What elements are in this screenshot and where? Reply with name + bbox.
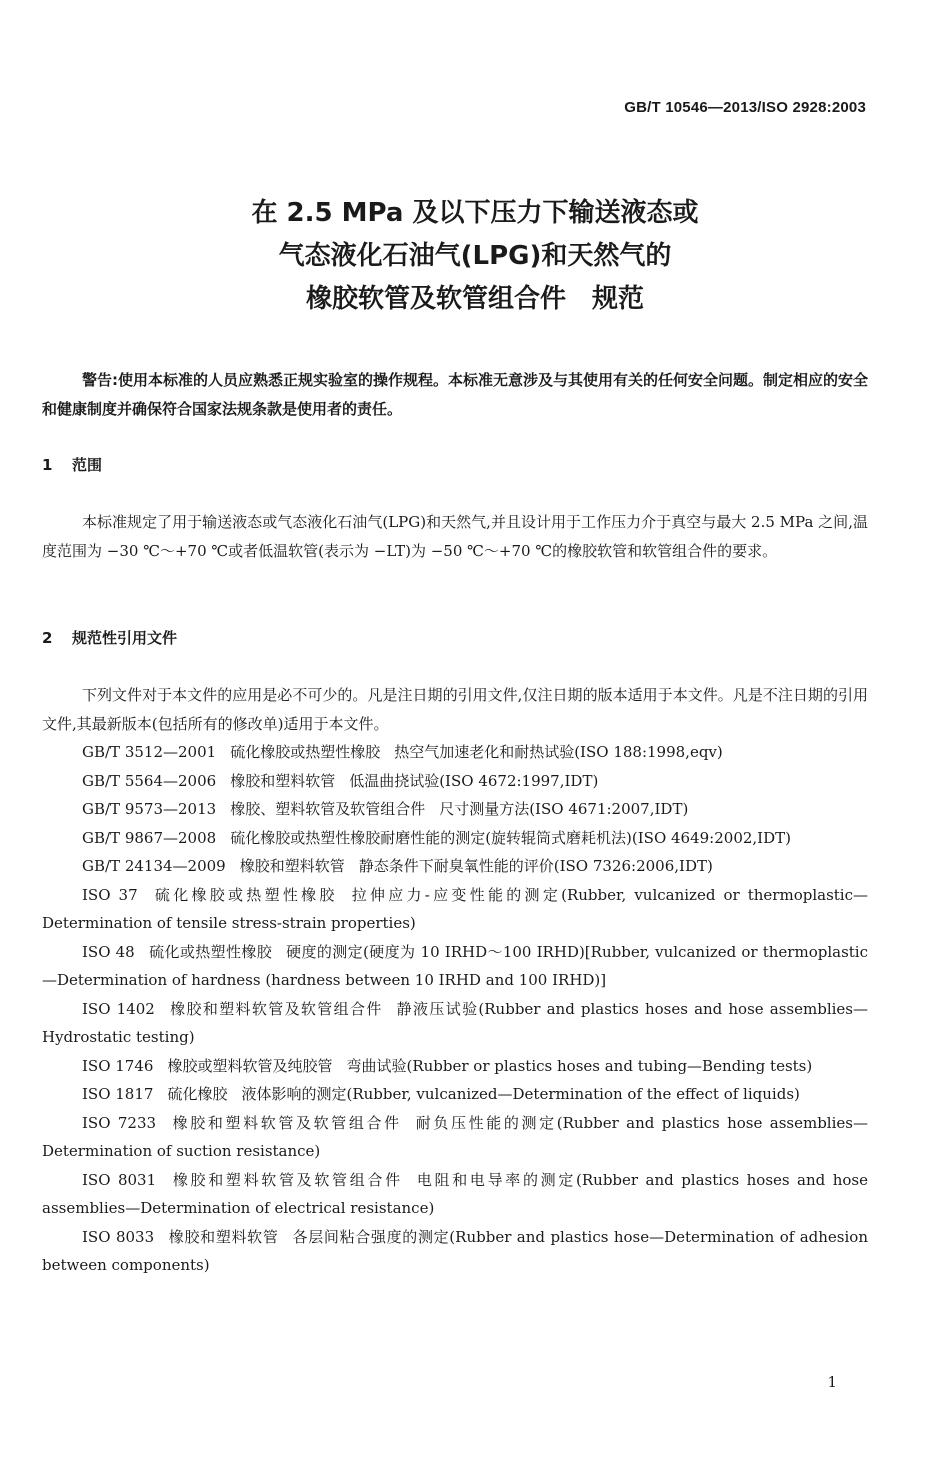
reference-item	[42, 738, 868, 767]
reference-subject: 硫化橡胶或热塑性橡胶	[151, 885, 338, 904]
reference-subject: 硫化橡胶或热塑性橡胶	[230, 743, 381, 761]
reference-subject: 橡胶、塑料软管及软管组合件	[230, 800, 426, 818]
reference-list	[42, 738, 868, 1280]
title-line-1: 在 2.5 MPa 及以下压力下输送液态或	[251, 198, 699, 228]
reference-item	[42, 938, 868, 995]
reference-code: GB/T 9573—2013	[82, 800, 217, 818]
reference-item	[42, 824, 868, 853]
reference-subject: 橡胶和塑料软管	[230, 771, 336, 790]
reference-title: 拉伸应力-应变性能的测定(Rubber, vulcanized or thermoplastic—Determination of tensile stress-strain properties)	[42, 885, 868, 932]
document-title	[0, 192, 950, 321]
reference-code: ISO 8033	[82, 1227, 155, 1246]
section-1-number: 1	[42, 456, 53, 474]
reference-item	[42, 1166, 868, 1223]
title-line-2: 气态液化石油气(LPG)和天然气的	[278, 241, 672, 271]
reference-title: 硬度的测定(硬度为 10 IRHD～100 IRHD)[Rubber, vulcanized or thermoplastic—Determination of hardness (hardness between 10 IRHD and 100 IRHD)]	[42, 942, 868, 989]
reference-subject: 橡胶和塑料软管及软管组合件	[170, 1113, 402, 1132]
reference-item	[42, 1052, 868, 1081]
reference-code: ISO 1746	[82, 1056, 154, 1075]
reference-item	[42, 852, 868, 881]
reference-subject: 橡胶和塑料软管及软管组合件	[170, 1170, 403, 1189]
reference-item	[42, 995, 868, 1052]
reference-subject: 硫化或热塑性橡胶	[148, 942, 273, 961]
reference-item	[42, 881, 868, 938]
reference-title: 耐负压性能的测定(Rubber and plastics hose assemblies—Determination of suction resistance)	[42, 1113, 868, 1160]
reference-title: 尺寸测量方法(ISO 4671:2007,IDT)	[439, 800, 689, 818]
reference-title: 电阻和电导率的测定(Rubber and plastics hoses and hose assemblies—Determination of electrical resistance)	[42, 1170, 868, 1217]
reference-subject: 橡胶和塑料软管及软管组合件	[168, 999, 383, 1018]
reference-code: GB/T 3512—2001	[82, 743, 217, 761]
reference-subject: 橡胶和塑料软管	[168, 1227, 279, 1246]
reference-item	[42, 795, 868, 824]
reference-code: GB/T 5564—2006	[82, 771, 217, 790]
page-number: 1	[827, 1373, 837, 1391]
section-2-title: 规范性引用文件	[72, 629, 178, 647]
reference-title: 各层间粘合强度的测定(Rubber and plastics hose—Determination of adhesion between components)	[42, 1227, 868, 1274]
section-2-number: 2	[42, 629, 53, 647]
reference-title: 低温曲挠试验(ISO 4672:1997,IDT)	[349, 771, 599, 790]
reference-code: ISO 1402	[82, 999, 155, 1018]
standard-code: GB/T 10546—2013/ISO 2928:2003	[624, 99, 866, 116]
title-line-3: 橡胶软管及软管组合件 规范	[305, 284, 644, 314]
reference-title: 静态条件下耐臭氧性能的评价(ISO 7326:2006,IDT)	[358, 857, 713, 875]
reference-subject: 硫化橡胶	[167, 1085, 228, 1103]
section-1-heading	[42, 454, 102, 475]
reference-title: 热空气加速老化和耐热试验(ISO 188:1998,eqv)	[394, 743, 723, 761]
section-1-body: 本标准规定了用于输送液态或气态液化石油气(LPG)和天然气,并且设计用于工作压力介于真空与最大 2.5 MPa 之间,温度范围为 −30 ℃～+70 ℃或者低温软管(表示为 −LT)为 −50 ℃～+70 ℃的橡胶软管和软管组合件的要求。	[42, 513, 868, 560]
reference-code: ISO 8031	[82, 1170, 157, 1189]
reference-title: 硫化橡胶或热塑性橡胶耐磨性能的测定(旋转辊筒式磨耗机法)(ISO 4649:2002,IDT)	[230, 828, 791, 847]
reference-item	[42, 1223, 868, 1280]
reference-code: ISO 1817	[82, 1085, 154, 1103]
reference-subject: 橡胶或塑料软管及纯胶管	[167, 1056, 333, 1075]
section-1-title: 范围	[72, 456, 103, 474]
reference-code: GB/T 9867—2008	[82, 828, 217, 847]
reference-item	[42, 1080, 868, 1109]
reference-code: GB/T 24134—2009	[82, 857, 226, 875]
reference-code: ISO 7233	[82, 1113, 157, 1132]
reference-item	[42, 1109, 868, 1166]
warning-paragraph: 警告:使用本标准的人员应熟悉正规实验室的操作规程。本标准无意涉及与其使用有关的任何安全问题。制定相应的安全和健康制度并确保符合国家法规条款是使用者的责任。	[42, 371, 869, 418]
reference-title: 静液压试验(Rubber and plastics hoses and hose assemblies—Hydrostatic testing)	[42, 999, 868, 1046]
section-2-heading	[42, 627, 177, 648]
reference-item	[42, 767, 868, 796]
reference-code: ISO 48	[82, 942, 135, 961]
reference-title: 液体影响的测定(Rubber, vulcanized—Determination of the effect of liquids)	[241, 1085, 800, 1103]
reference-title: 弯曲试验(Rubber or plastics hoses and tubing—Bending tests)	[346, 1056, 813, 1075]
section-2-intro: 下列文件对于本文件的应用是必不可少的。凡是注日期的引用文件,仅注日期的版本适用于本文件。凡是不注日期的引用文件,其最新版本(包括所有的修改单)适用于本文件。	[42, 686, 868, 733]
reference-subject: 橡胶和塑料软管	[239, 857, 345, 875]
reference-code: ISO 37	[82, 885, 138, 904]
